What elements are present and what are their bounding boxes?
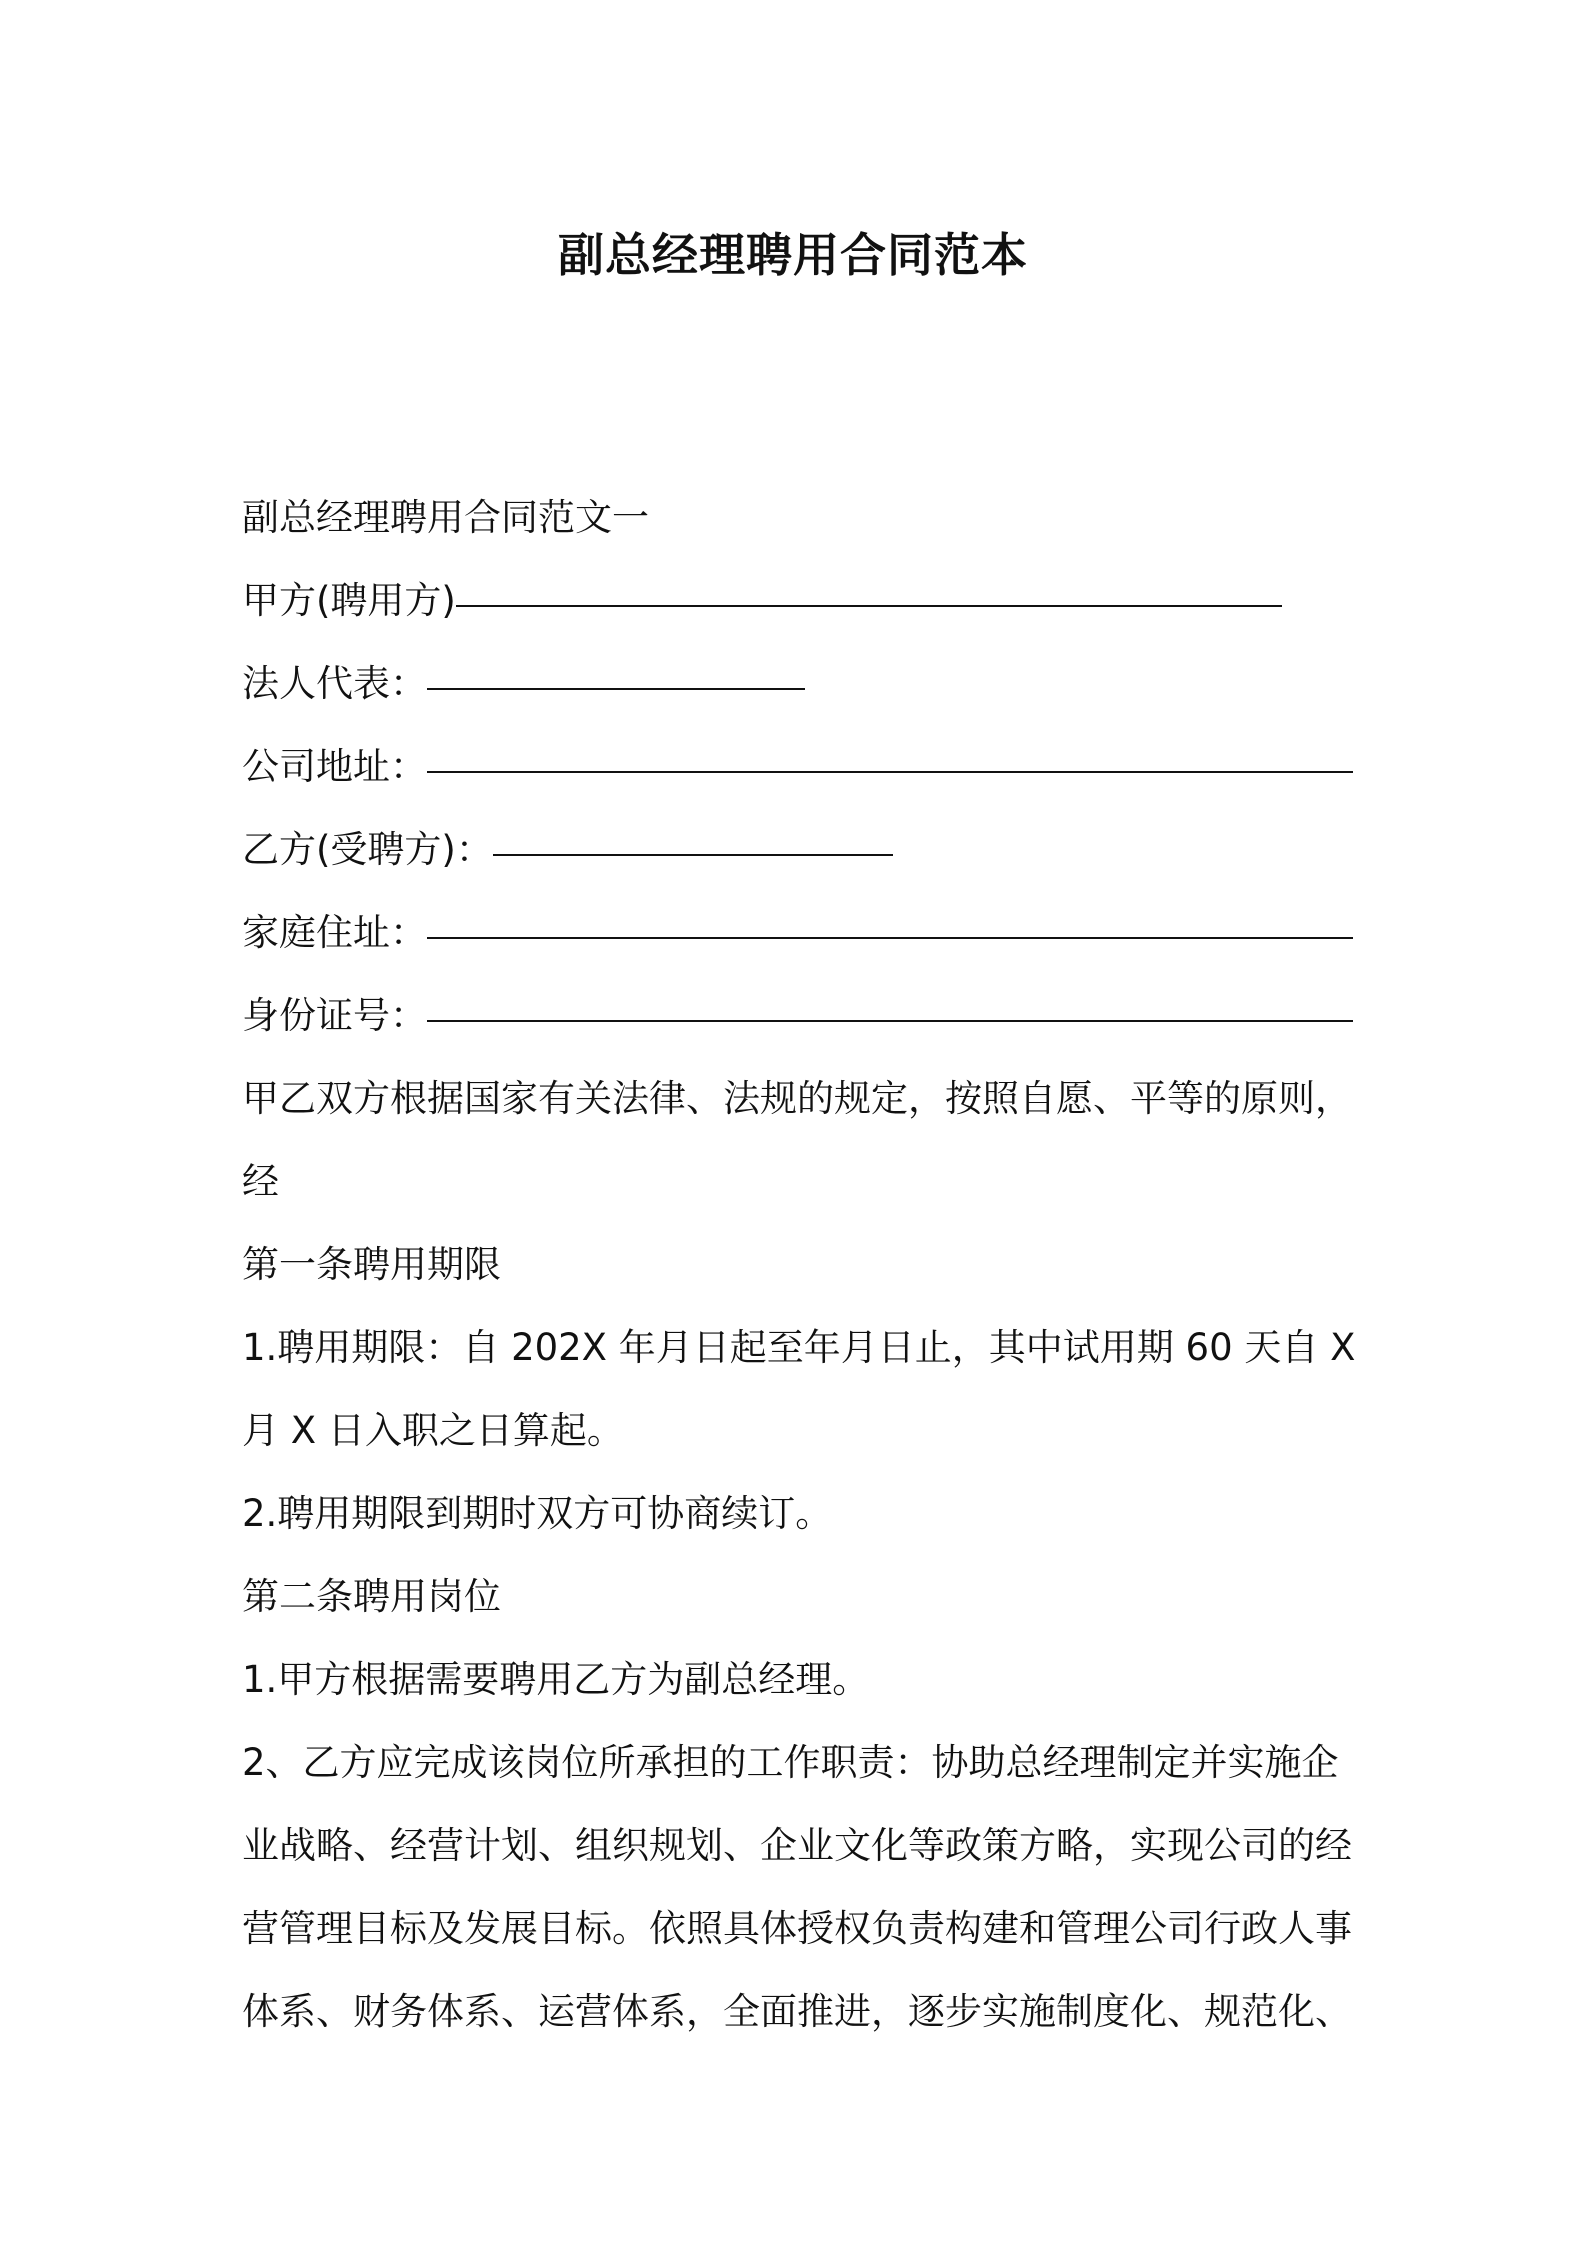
field-legal-rep bbox=[242, 642, 1362, 725]
field-party-a bbox=[242, 559, 1362, 642]
field-company-address-label: 公司地址： bbox=[242, 745, 427, 788]
field-id-number-label: 身份证号： bbox=[242, 994, 427, 1037]
article-2-item-2-line-2: 业战略、经营计划、组织规划、企业文化等政策方略，实现公司的经 bbox=[242, 1824, 1352, 1867]
field-party-b-blank bbox=[493, 854, 893, 856]
intro-paragraph-line-2: 经 bbox=[242, 1160, 279, 1203]
document-title: 副总经理聘用合同范本 bbox=[558, 228, 1028, 282]
field-party-b-label: 乙方(受聘方)： bbox=[242, 828, 493, 871]
field-id-number-blank bbox=[427, 1020, 1353, 1022]
field-legal-rep-label: 法人代表： bbox=[242, 662, 427, 705]
field-id-number bbox=[242, 974, 1362, 1057]
field-party-a-blank bbox=[456, 605, 1282, 607]
article-1-item-1-line-1: 1.聘用期限：自 202X 年月日起至年月日止，其中试用期 60 天自 X bbox=[242, 1326, 1356, 1369]
article-2-item-2-line-3: 营管理目标及发展目标。依照具体授权负责构建和管理公司行政人事 bbox=[242, 1907, 1352, 1950]
intro-paragraph-line-1: 甲乙双方根据国家有关法律、法规的规定，按照自愿、平等的原则， bbox=[242, 1077, 1352, 1120]
article-1-heading: 第一条聘用期限 bbox=[242, 1243, 501, 1286]
field-company-address-blank bbox=[427, 771, 1353, 773]
field-party-a-label: 甲方(聘用方) bbox=[242, 579, 456, 622]
document-body bbox=[242, 476, 1362, 2053]
field-party-b bbox=[242, 808, 1362, 891]
article-2-item-2-line-4: 体系、财务体系、运营体系，全面推进，逐步实施制度化、规范化、 bbox=[242, 1990, 1352, 2033]
article-2-heading: 第二条聘用岗位 bbox=[242, 1575, 501, 1618]
article-1-item-1-line-2: 月 X 日入职之日算起。 bbox=[242, 1409, 624, 1452]
article-2-item-2-line-1: 2、乙方应完成该岗位所承担的工作职责：协助总经理制定并实施企 bbox=[242, 1741, 1339, 1784]
article-2-item-1: 1.甲方根据需要聘用乙方为副总经理。 bbox=[242, 1658, 870, 1701]
article-1-item-2: 2.聘用期限到期时双方可协商续订。 bbox=[242, 1492, 833, 1535]
field-company-address bbox=[242, 725, 1362, 808]
section-heading: 副总经理聘用合同范文一 bbox=[242, 496, 649, 539]
field-home-address-blank bbox=[427, 937, 1353, 939]
field-home-address-label: 家庭住址： bbox=[242, 911, 427, 954]
field-home-address bbox=[242, 891, 1362, 974]
field-legal-rep-blank bbox=[427, 688, 805, 690]
